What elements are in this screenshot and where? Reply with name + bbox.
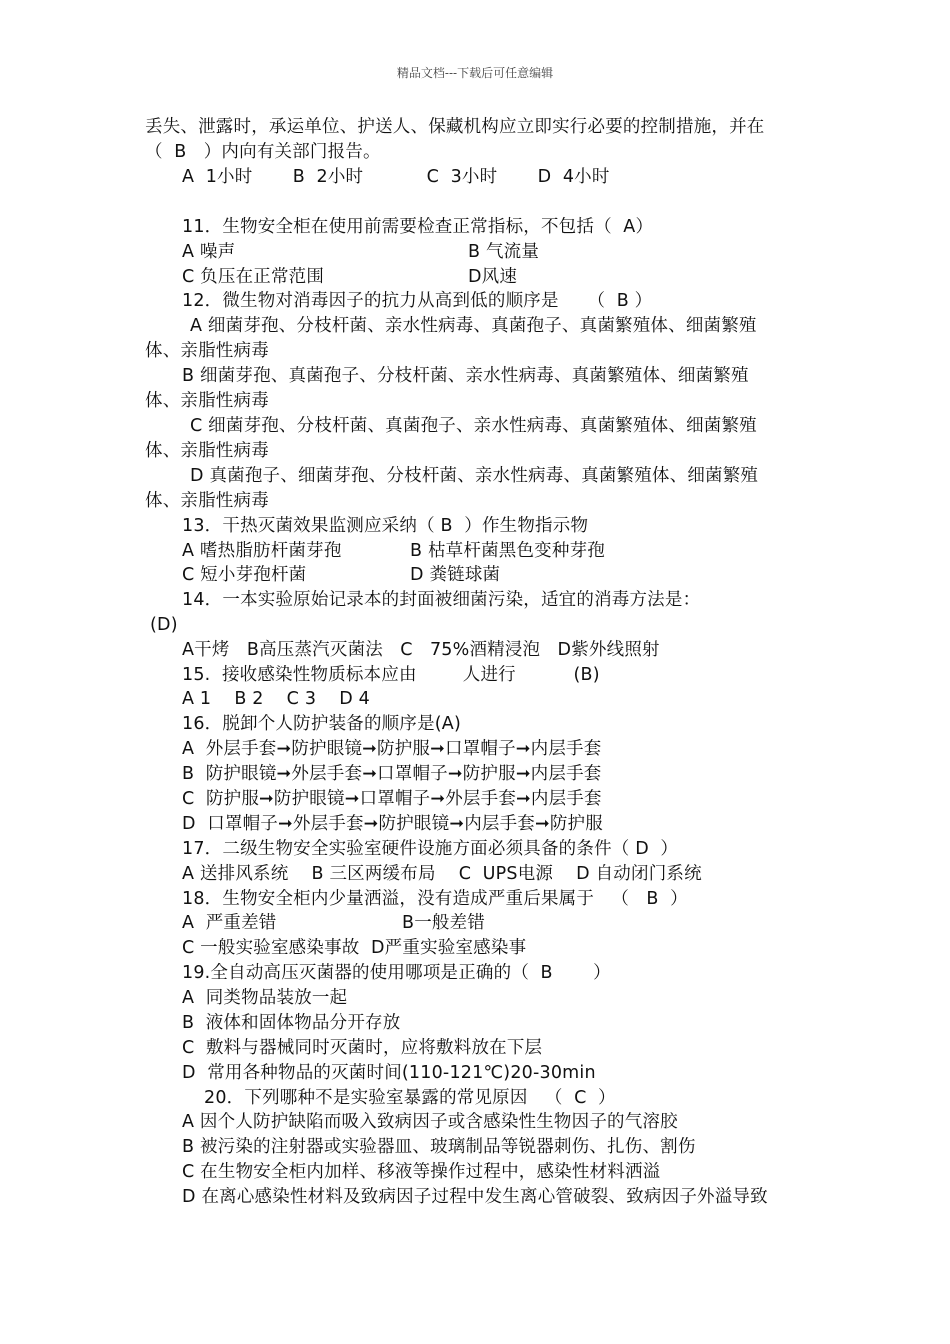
text-line: C 防护服➞防护眼镜➞口罩帽子➞外层手套➞内层手套 [182,789,602,809]
text-line: B 被污染的注射器或实验器皿、玻璃制品等锐器刺伤、扎伤、割伤 [182,1137,696,1157]
text-line: 18．生物安全柜内少量洒溢，没有造成严重后果属于 （ B ） [182,889,688,909]
text-line: 15. 接收感染性物质标本应由 人进行 (B) [182,665,600,685]
text-line: 体、亲脂性病毒 [145,391,269,411]
text-line: C 细菌芽孢、分枝杆菌、真菌孢子、亲水性病毒、真菌繁殖体、细菌繁殖 [190,416,757,436]
page-header: 精品文档---下载后可任意编辑 [396,66,554,80]
text-line: A 1小时 B 2小时 C 3小时 D 4小时 [182,167,610,187]
text-line: A 嗜热脂肪杆菌芽孢 [182,541,342,561]
text-line: (D) [150,615,178,635]
text-line: C 敷料与器械同时灭菌时，应将敷料放在下层 [182,1038,543,1058]
text-line: 体、亲脂性病毒 [145,441,269,461]
text-line: 体、亲脂性病毒 [145,491,269,511]
text-line: A 同类物品装放一起 [182,988,348,1008]
text-line: A 1 B 2 C 3 D 4 [182,689,371,709]
text-line: 14．一本实验原始记录本的封面被细菌污染，适宜的消毒方法是： [182,590,701,610]
text-line: A 噪声 [182,242,236,262]
text-line: 16．脱卸个人防护装备的顺序是(A) [182,714,461,734]
text-line: B 枯草杆菌黑色变种芽孢 [410,541,605,561]
text-line: 17．二级生物安全实验室硬件设施方面必须具备的条件（ D ） [182,839,679,859]
text-line: A 严重差错 [182,913,277,933]
text-line: D 粪链球菌 [410,565,501,585]
text-line: 体、亲脂性病毒 [145,341,269,361]
text-line: 11．生物安全柜在使用前需要检查正常指标，不包括（ A） [182,217,654,237]
text-line: D风速 [468,267,518,287]
text-line: B 液体和固体物品分开存放 [182,1013,401,1033]
text-line: B 气流量 [468,242,540,262]
text-line: A 细菌芽孢、分枝杆菌、亲水性病毒、真菌孢子、真菌繁殖体、细菌繁殖 [190,316,757,336]
text-line: 13．干热灭菌效果监测应采纳（ B ）作生物指示物 [182,516,589,536]
text-line: B 防护眼镜➞外层手套➞口罩帽子➞防护服➞内层手套 [182,764,602,784]
text-line: C 在生物安全柜内加样、移液等操作过程中，感染性材料洒溢 [182,1162,661,1182]
text-line: A 因个人防护缺陷而吸入致病因子或含感染性生物因子的气溶胶 [182,1112,678,1132]
text-line: B一般差错 [402,913,486,933]
text-line: D 口罩帽子➞外层手套➞防护眼镜➞内层手套➞防护服 [182,814,603,834]
text-line: A干烤 B高压蒸汽灭菌法 C 75%酒精浸泡 D紫外线照射 [182,640,660,660]
text-line: C 负压在正常范围 [182,267,325,287]
text-line: A 外层手套➞防护眼镜➞防护服➞口罩帽子➞内层手套 [182,739,602,759]
text-line: 12．微生物对消毒因子的抗力从高到低的顺序是 （ B ） [182,291,653,311]
text-line: D 常用各种物品的灭菌时间(110-121℃)20-30min [182,1063,596,1083]
text-line: C 一般实验室感染事故 D严重实验室感染事 [182,938,527,958]
text-line: D 在离心感染性材料及致病因子过程中发生离心管破裂、致病因子外溢导致 [182,1187,768,1207]
text-line: 19.全自动高压灭菌器的使用哪项是正确的（ B ） [182,963,611,983]
text-line: A 送排风系统 B 三区两缓布局 C UPS电源 D 自动闭门系统 [182,864,702,884]
text-line: 20．下列哪种不是实验室暴露的常见原因 （ C ） [204,1088,616,1108]
text-line: B 细菌芽孢、真菌孢子、分枝杆菌、亲水性病毒、真菌繁殖体、细菌繁殖 [182,366,749,386]
text-line: D 真菌孢子、细菌芽孢、分枝杆菌、亲水性病毒、真菌繁殖体、细菌繁殖 [190,466,759,486]
text-line: （ B ）内向有关部门报告。 [145,142,381,162]
text-line: 丢失、泄露时，承运单位、护送人、保藏机构应立即实行必要的控制措施，并在 [145,117,765,137]
text-line: C 短小芽孢杆菌 [182,565,307,585]
